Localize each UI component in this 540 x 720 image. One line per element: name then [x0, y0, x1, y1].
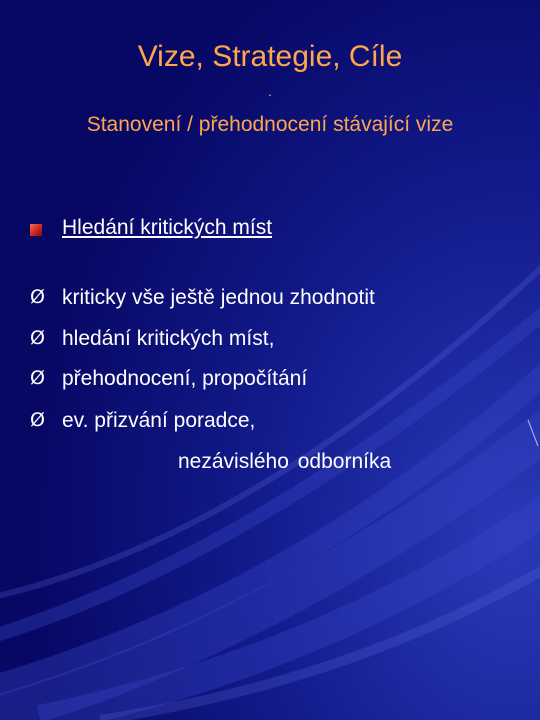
- list-item-text: přehodnocení, propočítání: [62, 367, 308, 390]
- title-dot: .: [268, 83, 272, 99]
- arrow-bullet-icon: Ø: [30, 409, 45, 431]
- arrow-bullet-icon: Ø: [30, 367, 45, 389]
- slide-title: Vize, Strategie, Cíle: [137, 40, 403, 73]
- section-heading: Hledání kritických míst: [62, 216, 273, 239]
- list-item-text: ev. přizvání poradce,: [62, 409, 256, 432]
- list-item-text: kriticky vše ještě jednou zhodnotit: [62, 286, 375, 309]
- list-item-continuation: nezávislého odborníka: [178, 450, 392, 473]
- list-item-text: hledání kritických míst,: [62, 327, 275, 350]
- arrow-bullet-icon: Ø: [30, 286, 45, 308]
- arrow-bullet-icon: Ø: [30, 327, 45, 349]
- square-bullet-icon: [30, 224, 42, 236]
- slide-subtitle: Stanovení / přehodnocení stávající vize: [86, 113, 454, 136]
